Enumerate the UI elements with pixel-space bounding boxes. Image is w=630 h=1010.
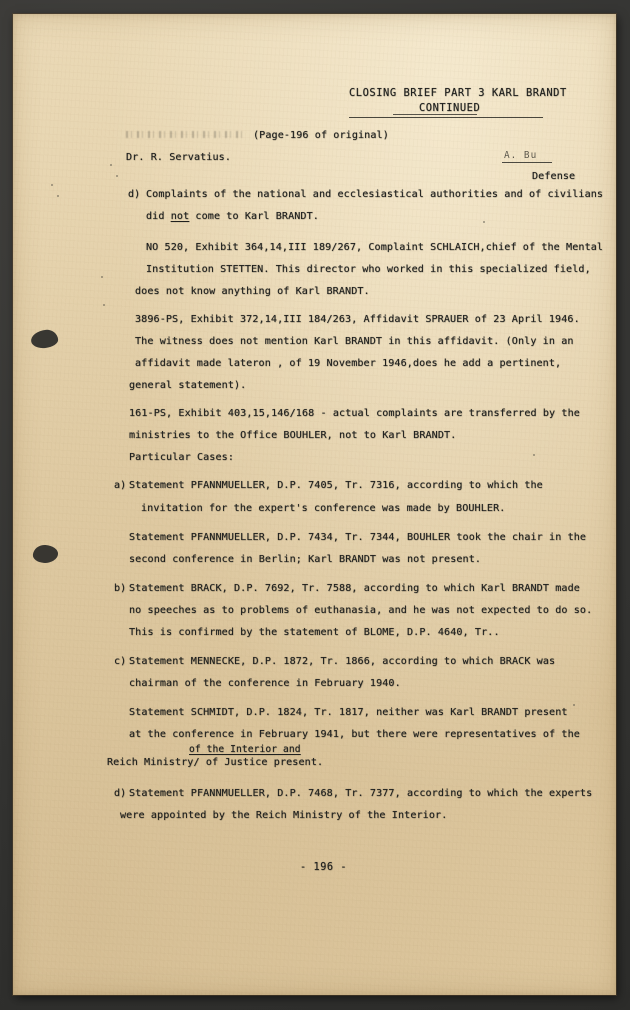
page-number: - 196 - xyxy=(300,862,348,873)
body-line: 3896-PS, Exhibit 372,14,III 184/263, Affidavit SPRAUER of 23 April 1946. xyxy=(135,314,580,325)
paper-speck xyxy=(57,195,59,197)
page-marker: (Page-196 of original) xyxy=(253,130,389,141)
body-line: were appointed by the Reich Ministry of the Interior. xyxy=(120,810,448,821)
paper-speck xyxy=(51,184,53,186)
body-line: does not know anything of Karl BRANDT. xyxy=(135,286,370,297)
defense-label: Defense xyxy=(532,171,576,182)
list-marker: c) xyxy=(114,656,127,667)
body-line: ministries to the Office BOUHLER, not to Karl BRANDT. xyxy=(129,430,457,441)
body-line: Complaints of the national and ecclesiastical authorities and of civilians xyxy=(146,189,604,200)
body-line: Reich Ministry/ of Justice present. xyxy=(107,757,324,768)
document-header-title: CLOSING BRIEF PART 3 KARL BRANDT xyxy=(349,87,567,99)
body-line: general statement). xyxy=(129,380,247,391)
list-marker: a) xyxy=(114,480,127,491)
header-underline xyxy=(349,117,543,118)
body-line: Statement PFANNMUELLER, D.P. 7405, Tr. 7316, according to which the xyxy=(129,480,543,491)
body-line: second conference in Berlin; Karl BRANDT was not present. xyxy=(129,554,482,565)
body-subheading: Particular Cases: xyxy=(129,452,235,463)
body-line: Statement BRACK, D.P. 7692, Tr. 7588, according to which Karl BRANDT made xyxy=(129,583,580,594)
body-line: The witness does not mention Karl BRANDT in this affidavit. (Only in an xyxy=(135,336,574,347)
paper-speck xyxy=(573,704,575,706)
body-line-with-underline xyxy=(146,212,319,222)
body-line: 161-PS, Exhibit 403,15,146/168 - actual complaints are transferred by the xyxy=(129,408,580,419)
text-fragment: did xyxy=(146,211,171,222)
list-marker: d) xyxy=(114,788,127,799)
document-header-subtitle: CONTINUED xyxy=(419,102,481,114)
body-line: Statement MENNECKE, D.P. 1872, Tr. 1866, according to which BRACK was xyxy=(129,656,556,667)
paper-speck xyxy=(116,175,118,177)
body-line: This is confirmed by the statement of BLOME, D.P. 4640, Tr.. xyxy=(129,627,500,638)
paper-speck xyxy=(101,276,103,278)
body-line: at the conference in February 1941, but there were representatives of the xyxy=(129,729,580,740)
header-underline-continued xyxy=(393,114,477,115)
text-fragment: come to Karl BRANDT. xyxy=(189,211,319,222)
list-marker: b) xyxy=(114,583,127,594)
body-line: affidavit made lateron , of 19 November 1946,does he add a pertinent, xyxy=(135,358,562,369)
erased-text-smudge xyxy=(126,131,244,138)
body-line: Institution STETTEN. This director who worked in this specialized field, xyxy=(146,264,591,275)
underlined-word: not xyxy=(170,211,190,222)
defense-stamp-mark xyxy=(504,150,550,161)
body-line: no speeches as to problems of euthanasia, and he was not expected to do so. xyxy=(129,605,593,616)
paper-speck xyxy=(533,454,535,456)
defense-stamp-text: A. Bu xyxy=(504,150,538,161)
paper-speck xyxy=(103,304,105,306)
document-page xyxy=(13,14,616,995)
body-line: chairman of the conference in February 1940. xyxy=(129,678,401,689)
body-line: invitation for the expert's conference was made by BOUHLER. xyxy=(141,503,506,514)
defense-stamp-underline xyxy=(502,162,552,163)
body-line: Statement PFANNMUELLER, D.P. 7468, Tr. 7377, according to which the experts xyxy=(129,788,593,799)
attorney-name: Dr. R. Servatius. xyxy=(126,152,232,163)
paper-speck xyxy=(483,221,485,223)
list-marker: d) xyxy=(128,189,141,200)
body-line: NO 520, Exhibit 364,14,III 189/267, Complaint SCHLAICH,chief of the Mental xyxy=(146,242,604,253)
paper-speck xyxy=(110,164,112,166)
body-line: Statement SCHMIDT, D.P. 1824, Tr. 1817, neither was Karl BRANDT present xyxy=(129,707,568,718)
body-line: Statement PFANNMUELLER, D.P. 7434, Tr. 7344, BOUHLER took the chair in the xyxy=(129,532,587,543)
interlineation-insertion: of the Interior and xyxy=(189,744,301,755)
